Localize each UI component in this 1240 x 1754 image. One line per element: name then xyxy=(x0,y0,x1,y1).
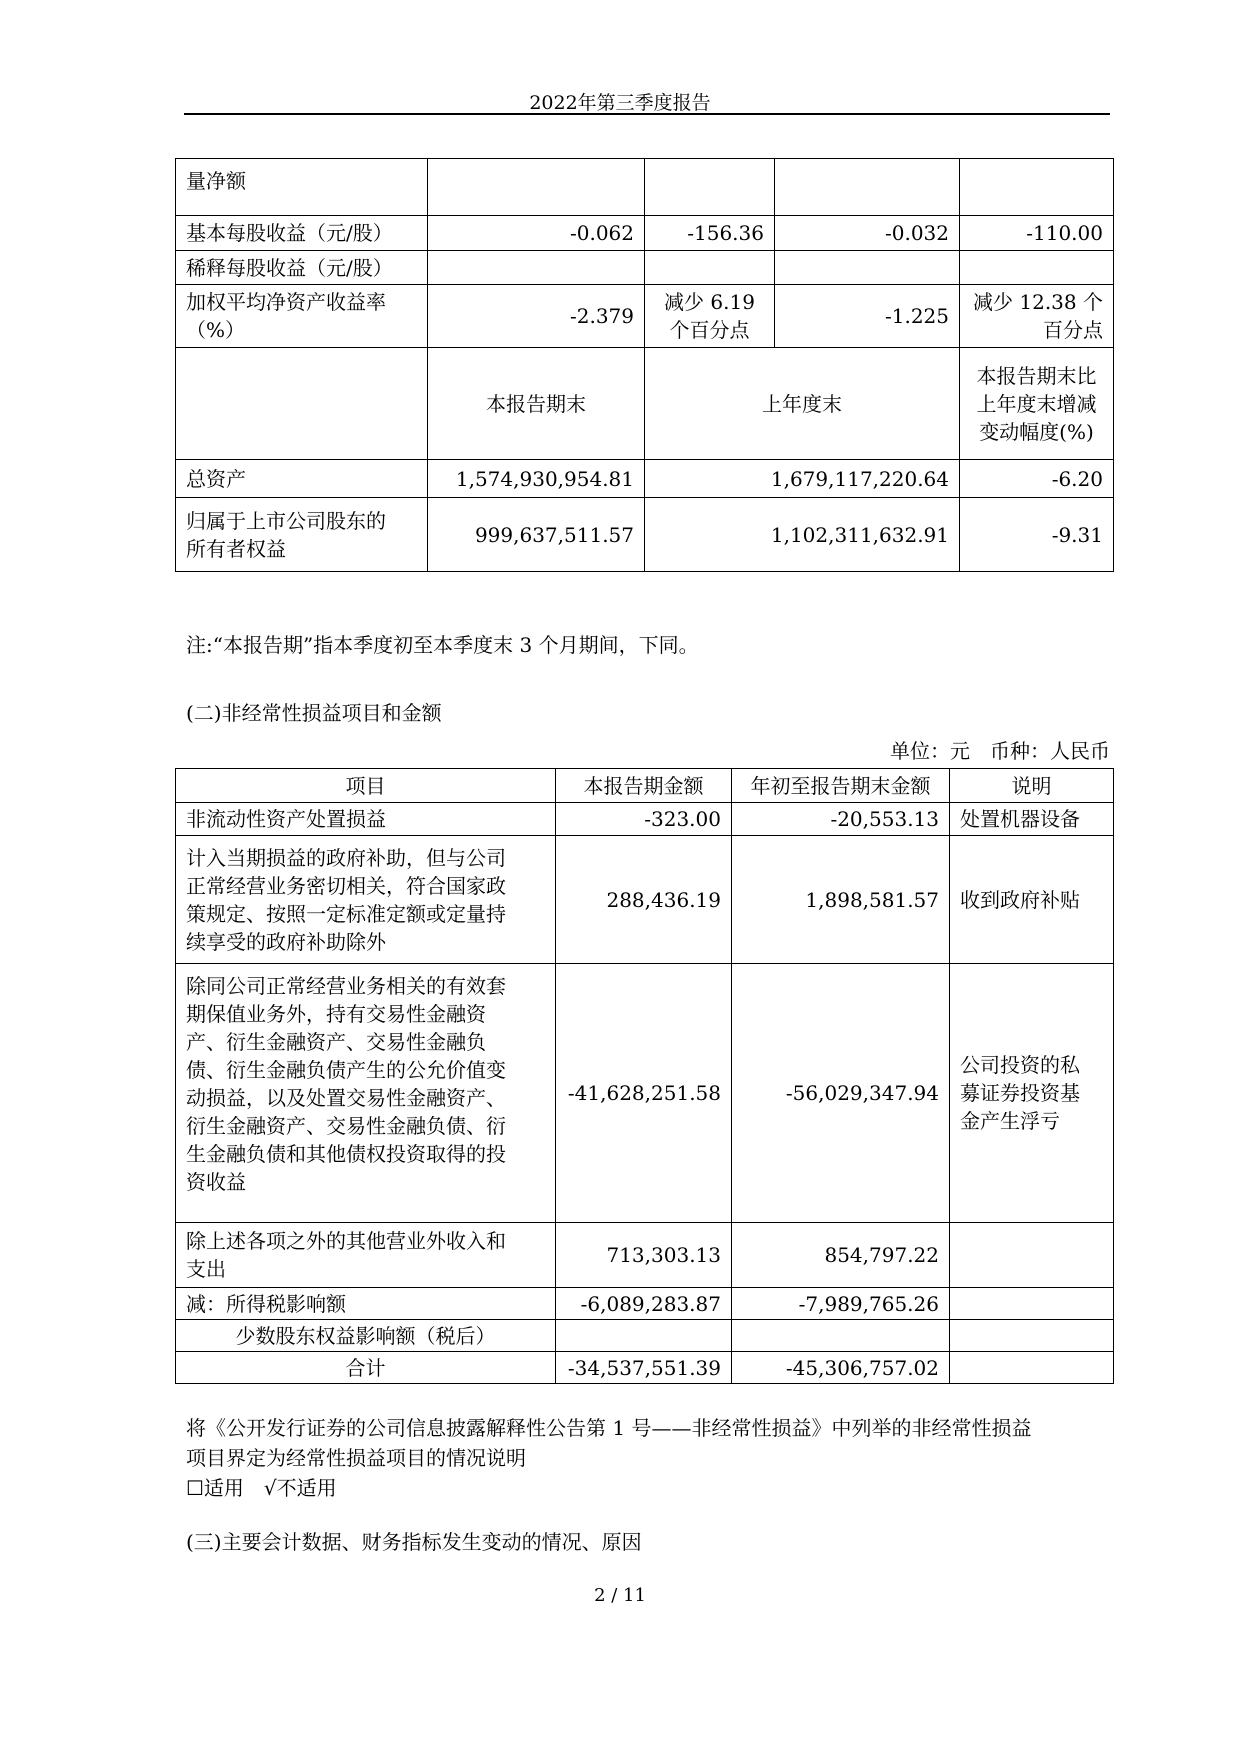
column-header: 说明 xyxy=(950,769,1114,803)
cell-desc: 收到政府补贴 xyxy=(950,836,1114,964)
applicability-options: ☐适用 √不适用 xyxy=(186,1476,337,1500)
paragraph-line: 项目界定为经常性损益项目的情况说明 xyxy=(186,1446,526,1470)
non-recurring-table xyxy=(175,768,1114,1384)
table-row xyxy=(176,159,1114,216)
cell-desc: 公司投资的私 募证券投资基 金产生浮亏 xyxy=(950,964,1114,1223)
column-header: 年初至报告期末金额 xyxy=(732,769,950,803)
key-financial-table xyxy=(175,158,1114,572)
column-header: 上年度末 xyxy=(645,348,960,460)
table-row-total xyxy=(176,1352,1114,1384)
table-row xyxy=(176,803,1114,836)
cell-value: -323.00 xyxy=(556,803,732,836)
row-label: 总资产 xyxy=(176,460,428,498)
table-row xyxy=(176,285,1114,348)
cell-value: -156.36 xyxy=(645,216,775,251)
cell-value: -6.20 xyxy=(960,460,1114,498)
table-row xyxy=(176,251,1114,285)
cell-value: 1,679,117,220.64 xyxy=(645,460,960,498)
table-header-row xyxy=(176,769,1114,803)
cell-value: 999,637,511.57 xyxy=(428,498,645,572)
cell-value: -56,029,347.94 xyxy=(732,964,950,1223)
page-header: 2022年第三季度报告 xyxy=(529,92,711,114)
cell-value: -9.31 xyxy=(960,498,1114,572)
unit-label: 单位：元 币种：人民币 xyxy=(890,739,1110,763)
row-label: 稀释每股收益（元/股） xyxy=(176,251,428,285)
item-label: 少数股东权益影响额（税后） xyxy=(176,1320,556,1352)
cell-value: -0.062 xyxy=(428,216,645,251)
cell-value: 1,574,930,954.81 xyxy=(428,460,645,498)
cell-value: 减少 6.19 个百分点 xyxy=(645,285,775,348)
item-label: 非流动性资产处置损益 xyxy=(176,803,556,836)
item-label: 合计 xyxy=(176,1352,556,1384)
section-title: (二)非经常性损益项目和金额 xyxy=(186,701,442,725)
table-row xyxy=(176,1288,1114,1320)
cell-value: -2.379 xyxy=(428,285,645,348)
cell-value: -7,989,765.26 xyxy=(732,1288,950,1320)
table-row xyxy=(176,964,1114,1223)
explanation-paragraph xyxy=(186,1413,1116,1503)
column-header: 本报告期末 xyxy=(428,348,645,460)
row-label: 加权平均净资产收益率 （%） xyxy=(176,285,428,348)
page-number: 2 / 11 xyxy=(594,1585,646,1606)
cell-value: 288,436.19 xyxy=(556,836,732,964)
paragraph-line: 将《公开发行证券的公司信息披露解释性公告第 1 号——非经常性损益》中列举的非经常性损益 xyxy=(186,1416,1032,1440)
table-row xyxy=(176,460,1114,498)
item-label: 减：所得税影响额 xyxy=(176,1288,556,1320)
column-header: 本报告期金额 xyxy=(556,769,732,803)
cell-value: 减少 12.38 个 百分点 xyxy=(960,285,1114,348)
column-header: 本报告期末比 上年度末增减 变动幅度(%) xyxy=(960,348,1114,460)
table-header-row xyxy=(176,348,1114,460)
cell-value: 713,303.13 xyxy=(556,1223,732,1288)
header-divider xyxy=(184,113,1110,115)
table-row xyxy=(176,1320,1114,1352)
table-row xyxy=(176,216,1114,251)
cell-value: -20,553.13 xyxy=(732,803,950,836)
row-label: 归属于上市公司股东的 所有者权益 xyxy=(176,498,428,572)
table-row xyxy=(176,1223,1114,1288)
table-row xyxy=(176,836,1114,964)
item-label: 除上述各项之外的其他营业外收入和 支出 xyxy=(176,1223,556,1288)
column-header: 项目 xyxy=(176,769,556,803)
section-title: (三)主要会计数据、财务指标发生变动的情况、原因 xyxy=(186,1530,642,1554)
cell-value: -41,628,251.58 xyxy=(556,964,732,1223)
table-note: 注:“本报告期”指本季度初至本季度末 3 个月期间，下同。 xyxy=(186,633,699,657)
cell-desc: 处置机器设备 xyxy=(950,803,1114,836)
cell-value: -34,537,551.39 xyxy=(556,1352,732,1384)
cell-value: 1,898,581.57 xyxy=(732,836,950,964)
cell-value: -1.225 xyxy=(775,285,960,348)
cell-value: -45,306,757.02 xyxy=(732,1352,950,1384)
table-row xyxy=(176,498,1114,572)
cell-value: -110.00 xyxy=(960,216,1114,251)
row-label: 基本每股收益（元/股） xyxy=(176,216,428,251)
cell-value: 1,102,311,632.91 xyxy=(645,498,960,572)
cell-value: 854,797.22 xyxy=(732,1223,950,1288)
cell-value: -6,089,283.87 xyxy=(556,1288,732,1320)
item-label: 除同公司正常经营业务相关的有效套 期保值业务外，持有交易性金融资 产、衍生金融资产、交易性金融负 债、衍生金融负债产生的公允价值变 动损益，以及处置交易性金融资产、 衍生金融资产、交易性金融负债、衍 生金融负债和其他债权投资取得的投 资收益 xyxy=(176,964,556,1223)
cell-value: -0.032 xyxy=(775,216,960,251)
item-label: 计入当期损益的政府补助，但与公司 正常经营业务密切相关，符合国家政 策规定、按照一定标准定额或定量持 续享受的政府补助除外 xyxy=(176,836,556,964)
row-label: 量净额 xyxy=(176,159,428,216)
